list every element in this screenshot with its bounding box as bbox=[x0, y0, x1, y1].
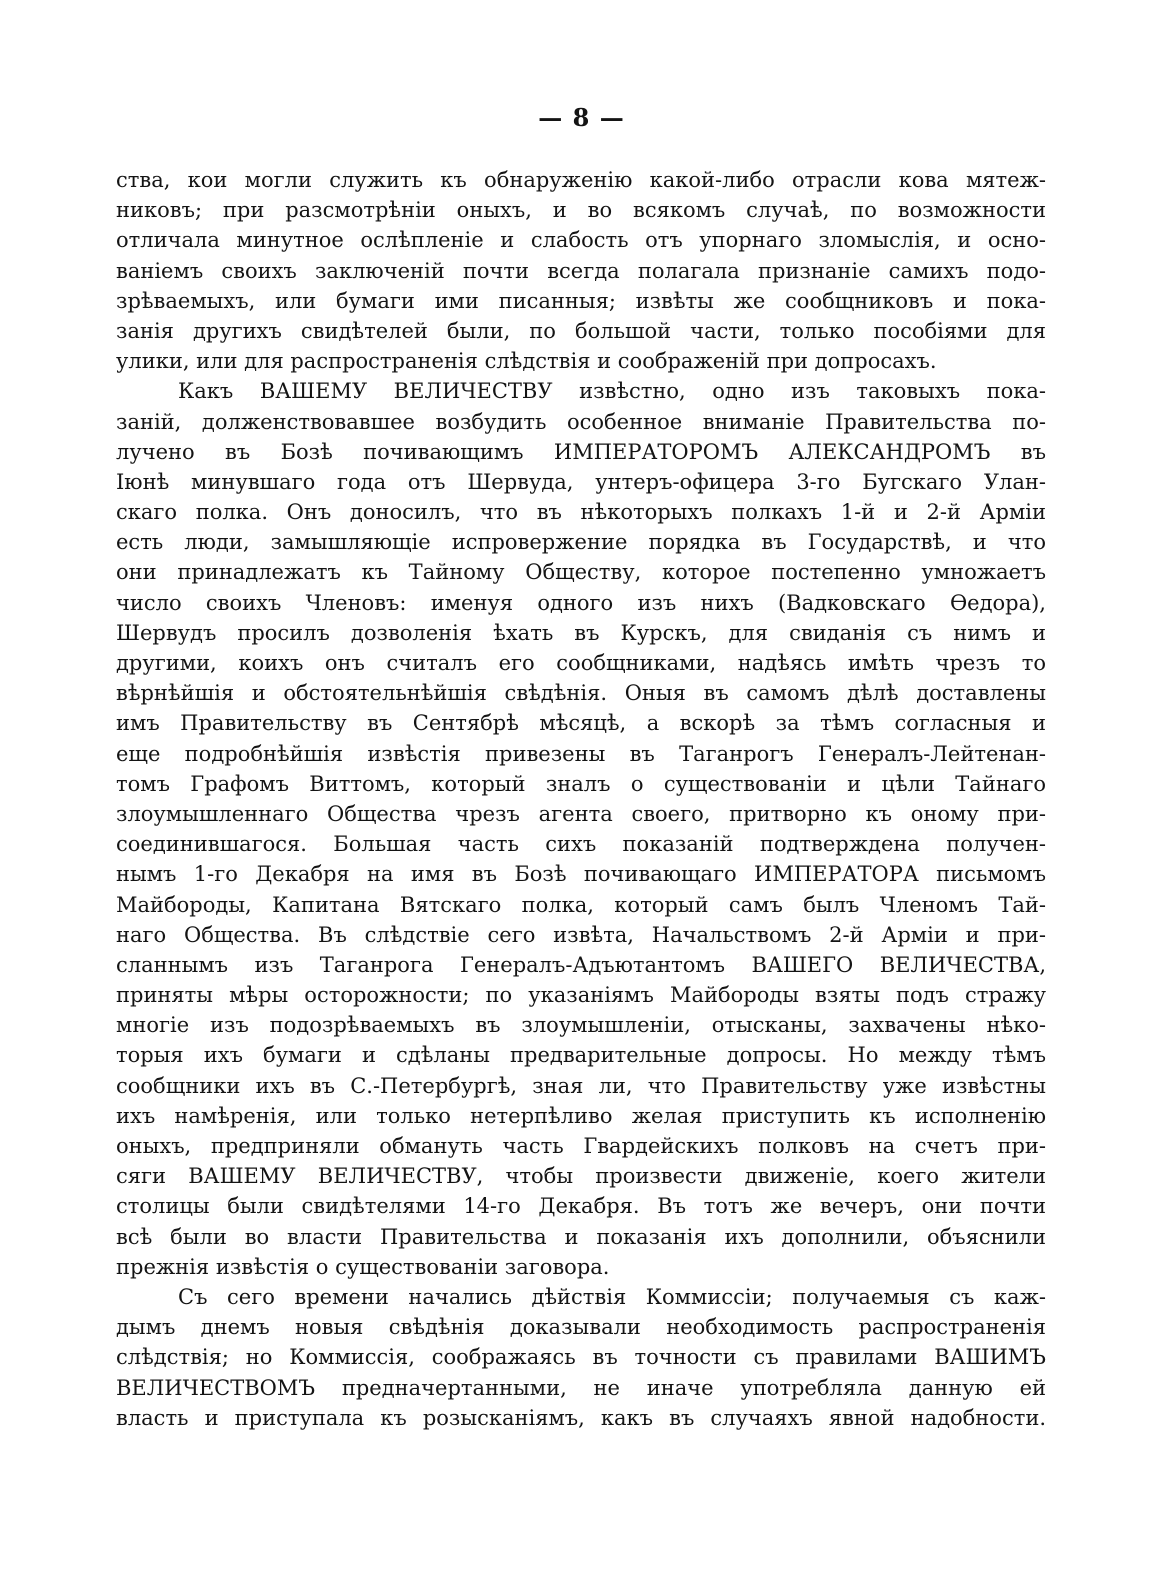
text-line: есть люди, замышляющiе испровержение порядка въ Государствѣ, и что bbox=[116, 530, 1046, 555]
text-line: слѣдствiя; но Коммиссiя, соображаясь въ точности съ правилами ВАШИМЪ bbox=[116, 1345, 1046, 1370]
text-line: ихъ намѣренiя, или только нетерпѣливо желая приступить къ исполненiю bbox=[116, 1103, 1046, 1128]
body-text bbox=[116, 165, 1046, 1433]
text-line: ства, кои могли служить къ обнаруженiю какой-либо отрасли кова мятеж- bbox=[116, 168, 1046, 192]
page-number: — 8 — bbox=[538, 103, 625, 132]
text-line: дымъ днемъ новыя свѣдѣнiя доказывали необходимость распространенiя bbox=[116, 1315, 1046, 1340]
text-line: многiе изъ подозрѣваемыхъ въ злоумышленiи, отысканы, захвачены нѣко- bbox=[116, 1013, 1046, 1038]
text-line: занiя другихъ свидѣтелей были, по большой части, только пособiями для bbox=[116, 318, 1046, 343]
text-line: приняты мѣры осторожности; по указанiямъ Майбороды взяты подъ стражу bbox=[116, 983, 1046, 1008]
text-line: другими, коихъ онъ считалъ его сообщниками, надѣясь имѣть чрезъ то bbox=[116, 651, 1046, 675]
text-line: наго Общества. Въ слѣдствiе сего извѣта, Начальствомъ 2-й Армiи и при- bbox=[116, 922, 1046, 947]
text-line: томъ Графомъ Виттомъ, который зналъ о существованiи и цѣли Тайнаго bbox=[116, 771, 1046, 796]
text-line: ванiемъ своихъ заключенiй почти всегда полагала признанiе самихъ подо- bbox=[116, 258, 1046, 283]
text-line: Съ сего времени начались дѣйствiя Коммиссiи; получаемыя съ каж- bbox=[178, 1284, 1046, 1309]
text-line: злоумышленнаго Общества чрезъ агента своего, притворно къ оному при- bbox=[116, 801, 1046, 826]
text-line: улики, или для распространенiя слѣдствiя и соображенiй при допросахъ. bbox=[116, 349, 937, 374]
text-line: прежнiя извѣстiя о существованiи заговора. bbox=[116, 1254, 610, 1279]
text-line: всѣ были во власти Правительства и показанiя ихъ дополнили, объяснили bbox=[116, 1224, 1046, 1249]
text-line: Майбороды, Капитана Вятскаго полка, который самъ былъ Членомъ Тай- bbox=[116, 892, 1046, 917]
text-line: вѣрнѣйшiя и обстоятельнѣйшiя свѣдѣнiя. Оныя въ самомъ дѣлѣ доставлены bbox=[116, 681, 1046, 706]
text-line: сообщники ихъ въ С.-Петербургѣ, зная ли, что Правительству уже извѣстны bbox=[116, 1073, 1046, 1098]
text-line: ВЕЛИЧЕСТВОМЪ предначертанными, не иначе употребляла данную ей bbox=[116, 1375, 1046, 1400]
text-line: занiй, долженствовавшее возбудить особенное вниманiе Правительства по- bbox=[116, 409, 1046, 434]
text-line: скаго полка. Онъ доносилъ, что въ нѣкоторыхъ полкахъ 1-й и 2-й Армiи bbox=[116, 500, 1046, 525]
text-line: зрѣваемыхъ, или бумаги ими писанныя; извѣты же сообщниковъ и пока- bbox=[116, 288, 1046, 313]
text-line: никовъ; при разсмотрѣнiи оныхъ, и во всякомъ случаѣ, по возможности bbox=[116, 198, 1046, 223]
text-line: столицы были свидѣтелями 14-го Декабря. Въ тотъ же вечеръ, они почти bbox=[116, 1194, 1046, 1219]
text-line: оныхъ, предприняли обмануть часть Гвардейскихъ полковъ на счетъ при- bbox=[116, 1134, 1046, 1158]
text-line: Iюнѣ минувшаго года отъ Шервуда, унтеръ-офицера 3-го Бугскаго Улан- bbox=[116, 469, 1046, 494]
text-line: еще подробнѣйшiя извѣстiя привезены въ Таганрогъ Генералъ-Лейтенан- bbox=[116, 741, 1046, 766]
text-line: соединившагося. Большая часть сихъ показанiй подтверждена получен- bbox=[116, 832, 1046, 857]
text-line: они принадлежатъ къ Тайному Обществу, которое постепенно умножаетъ bbox=[116, 560, 1046, 585]
text-line: сяги ВАШЕМУ ВЕЛИЧЕСТВУ, чтобы произвести движенiе, коего жители bbox=[116, 1164, 1046, 1189]
text-line: лучено въ Бозѣ почивающимъ ИМПЕРАТОРОМЪ АЛЕКСАНДРОМЪ въ bbox=[116, 439, 1046, 464]
text-line: имъ Правительству въ Сентябрѣ мѣсяцѣ, а вскорѣ за тѣмъ согласныя и bbox=[116, 711, 1046, 736]
text-line: число своихъ Членовъ: именуя одного изъ нихъ (Вадковскаго Ѳедора), bbox=[116, 590, 1046, 615]
text-line: торыя ихъ бумаги и сдѣланы предварительные допросы. Но между тѣмъ bbox=[116, 1043, 1046, 1068]
text-line: отличала минутное ослѣпленiе и слабость отъ упорнаго зломыслiя, и осно- bbox=[116, 228, 1046, 253]
text-line: власть и приступала къ розысканiямъ, какъ въ случаяхъ явной надобности. bbox=[116, 1405, 1046, 1430]
text-line: Какъ ВАШЕМУ ВЕЛИЧЕСТВУ извѣстно, одно изъ таковыхъ пока- bbox=[178, 379, 1046, 404]
text-line: Шервудъ просилъ дозволенiя ѣхать въ Курскъ, для свиданiя съ нимъ и bbox=[116, 620, 1046, 645]
text-line: сланнымъ изъ Таганрога Генералъ-Адъютантомъ ВАШЕГО ВЕЛИЧЕСТВА, bbox=[116, 952, 1046, 977]
text-line: нымъ 1-го Декабря на имя въ Бозѣ почивающаго ИМПЕРАТОРА письмомъ bbox=[116, 862, 1046, 887]
